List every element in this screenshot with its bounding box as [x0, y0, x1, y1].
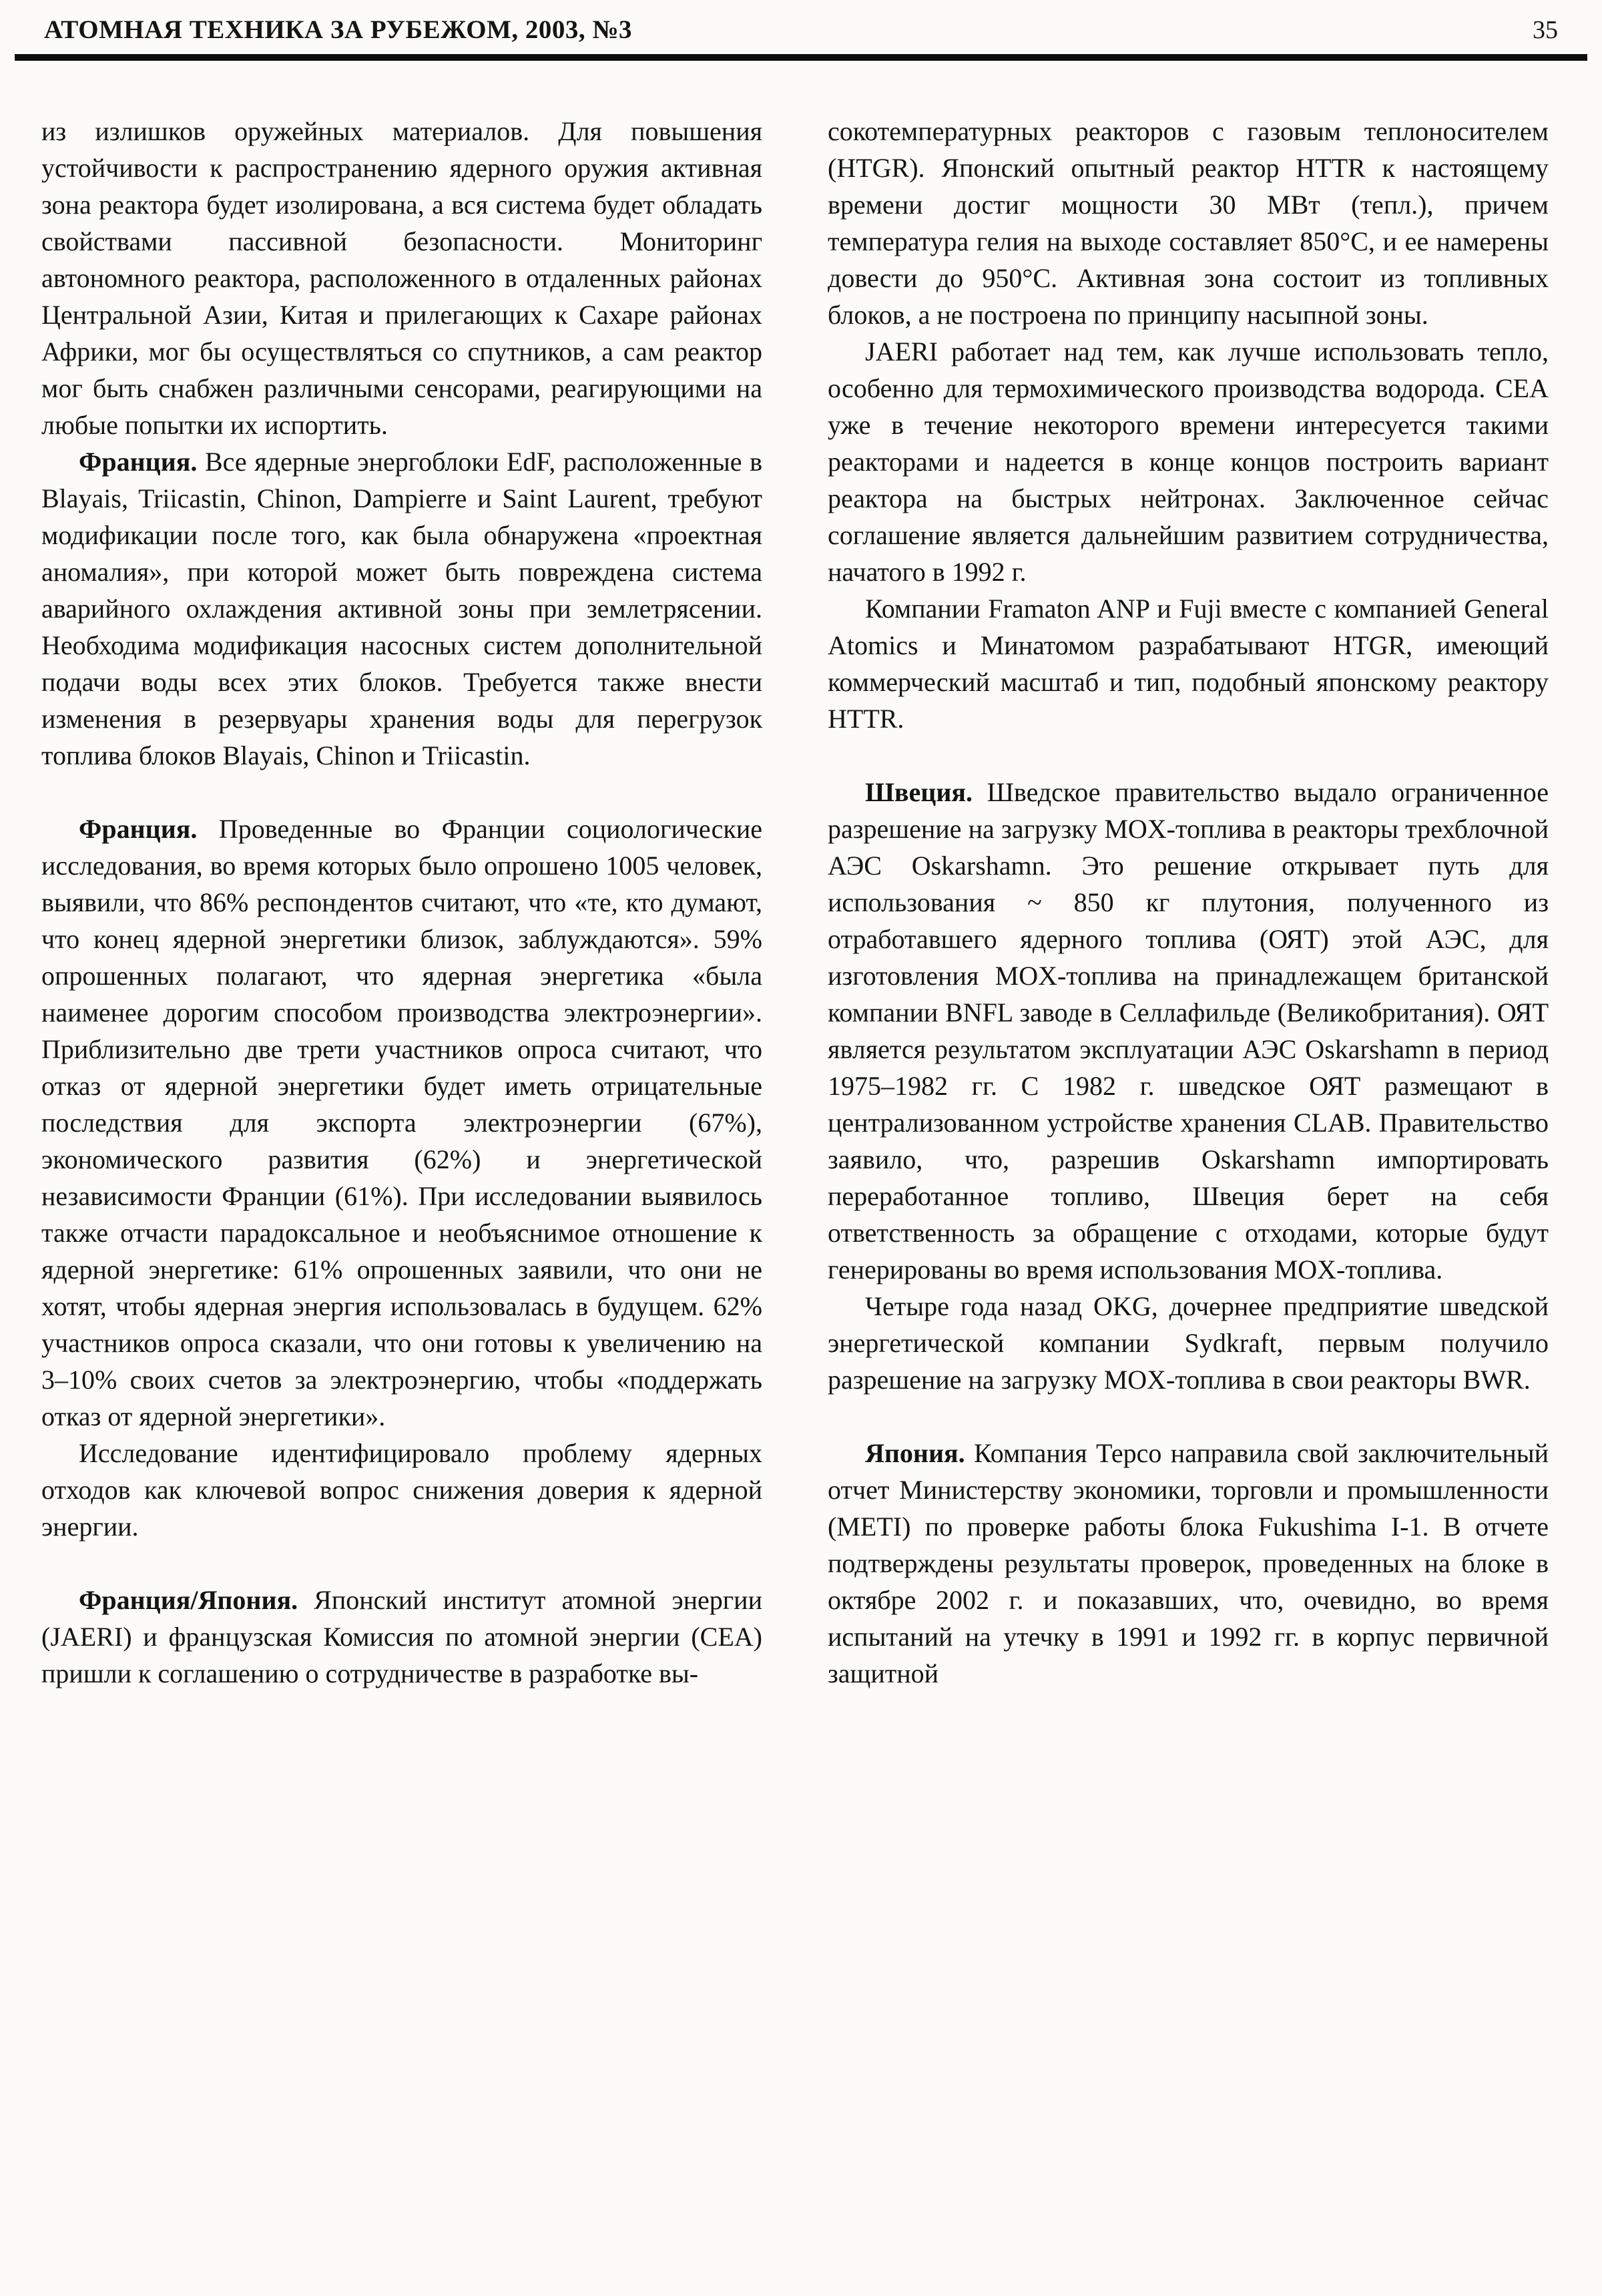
column-right [828, 113, 1549, 1692]
paragraph: JAERI работает над тем, как лучше использовать тепло, особенно для термохимического производства водорода. CEA уже в течение некоторого времени интересуется такими реакторами и надеется в конце концов построить вариант реактора на быстрых нейтронах. Заключенное сейчас соглашение является дальнейшим развитием сотрудничества, начатого в 1992 г. [828, 336, 1549, 587]
paragraph: из излишков оружейных материалов. Для повышения устойчивости к распространению ядерного оружия активная зона реактора будет изолирована, а вся система будет обладать свойствами пассивной безопасности. Мониторинг автономного реактора, расположенного в отдаленных районах Центральной Азии, Китая и прилегающих к Сахаре районах Африки, мог бы осуществляться со спутников, а сам реактор мог быть снабжен различными сенсорами, реагирующими на любые попытки их испортить. [41, 116, 762, 440]
paragraph: Япония. Компания Терсо направила свой заключительный отчет Министерству экономики, торговли и промышленности (METI) по проверке работы блока Fukushima I-1. В отчете подтверждены результаты проверок, проведенных на блоке в октябре 2002 г. и показавших, что, очевидно, во время испытаний на утечку в 1991 и 1992 гг. в корпус первичной защитной [828, 1438, 1549, 1688]
paragraph-lead: Франция. [79, 447, 205, 477]
paragraph: Франция. Все ядерные энергоблоки EdF, расположенные в Blayais, Triicastin, Chinon, Dampierre и Saint Laurent, требуют модификации после того, как была обнаружена «проектная аномалия», при которой может быть повреждена система аварийного охлаждения активной зоны при землетрясении. Необходима модификация насосных систем дополнительной подачи воды всех этих блоков. Требуется также внести изменения в резервуары хранения воды для перегрузок топлива блоков Blayais, Chinon и Triicastin. [41, 447, 762, 770]
paragraph: Швеция. Шведское правительство выдало ограниченное разрешение на загрузку MOX-топлива в реакторы трехблочной АЭС Oskarshamn. Это решение открывает путь для использования ~ 850 кг плутония, полученного из отработавшего ядерного топлива (ОЯТ) этой АЭС, для изготовления MOX-топлива на принадлежащем британской компании BNFL заводе в Селлафильде (Великобритания). ОЯТ является результатом эксплуатации АЭС Oskarshamn в период 1975–1982 гг. С 1982 г. шведское ОЯТ размещают в централизованном устройстве хранения CLAB. Правительство заявило, что, разрешив Oskarshamn импортировать переработанное топливо, Швеция берет на себя ответственность за обращение с отходами, которые будут генерированы во время использования MOX-топлива. [828, 777, 1549, 1285]
paragraph: Исследование идентифицировало проблему ядерных отходов как ключевой вопрос снижения доверия к ядерной энергии. [41, 1438, 762, 1542]
paragraph-lead: Япония. [865, 1438, 975, 1468]
column-left [41, 113, 762, 1692]
paragraph-lead: Франция. [79, 814, 219, 844]
paragraph: Франция/Япония. Японский институт атомной энергии (JAERI) и французская Комиссия по атомной энергии (CEA) пришли к соглашению о сотрудничестве в разработке вы- [41, 1585, 762, 1688]
paragraph: Компании Framaton ANP и Fuji вместе с компанией General Atomics и Минатомом разрабатывают HTGR, имеющий коммерческий масштаб и тип, подобный японскому реактору HTTR. [828, 594, 1549, 734]
page-header [41, 15, 1561, 45]
paragraph: Франция. Проведенные во Франции социологические исследования, во время которых было опрошено 1005 человек, выявили, что 86% респондентов считают, что «те, кто думают, что конец ядерной энергетики близок, заблуждаются». 59% опрошенных полагают, что ядерная энергетика «была наименее дорогим способом производства электроэнергии». Приблизительно две трети участников опроса считают, что отказ от ядерной энергетики будет иметь отрицательные последствия для экспорта электроэнергии (67%), экономического развития (62%) и энергетической независимости Франции (61%). При исследовании выявилось также отчасти парадоксальное и необъяснимое отношение к ядерной энергетике: 61% опрошенных заявили, что они не хотят, чтобы ядерная энергия использовалась в будущем. 62% участников опроса сказали, что они готовы к увеличению на 3–10% своих счетов за электроэнергию, чтобы «поддержать отказ от ядерной энергетики». [41, 814, 762, 1431]
paragraph: сокотемпературных реакторов с газовым теплоносителем (HTGR). Японский опытный реактор HTTR к настоящему времени достиг мощности 30 МВт (тепл.), причем температура гелия на выходе составляет 850°С, и ее намерены довести до 950°С. Активная зона состоит из топливных блоков, а не построена по принципу насыпной зоны. [828, 116, 1549, 330]
paragraph-lead: Франция/Япония. [79, 1585, 314, 1615]
paragraph: Четыре года назад OKG, дочернее предприятие шведской энергетической компании Sydkraft, первым получило разрешение на загрузку MOX-топлива в свои реакторы BWR. [828, 1291, 1549, 1395]
journal-title: АТОМНАЯ ТЕХНИКА ЗА РУБЕЖОМ, 2003, №3 [44, 15, 633, 44]
paragraph-lead: Швеция. [865, 777, 987, 807]
page-number: 35 [1533, 16, 1558, 44]
header-rule [15, 54, 1587, 61]
content-columns [41, 113, 1561, 1692]
